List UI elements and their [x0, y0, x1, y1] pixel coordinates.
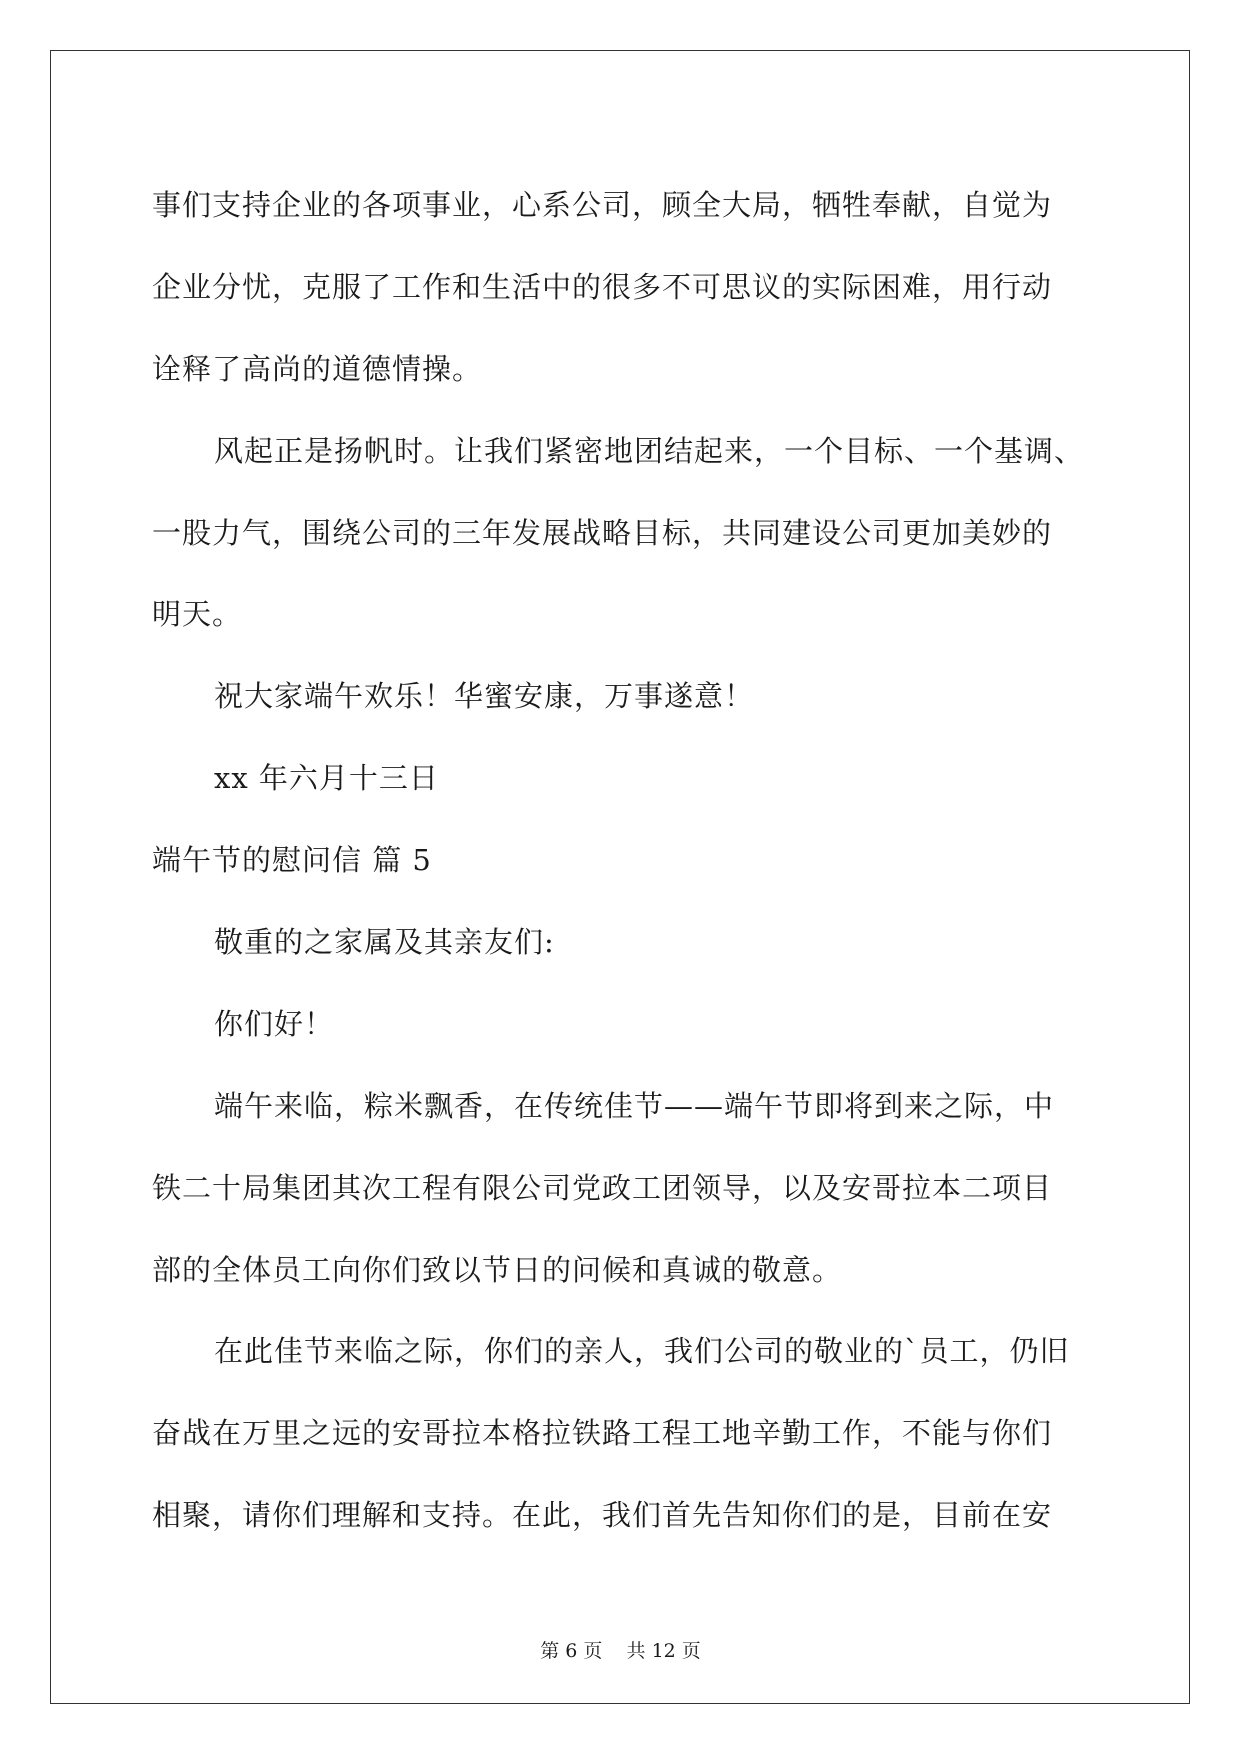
page-number-footer: 第 6 页 共 12 页: [540, 1640, 701, 1662]
text-line: 铁二十局集团其次工程有限公司党政工团领导，以及安哥拉本二项目: [152, 1170, 1053, 1205]
text-line: 风起正是扬帆时。让我们紧密地团结起来，一个目标、一个基调、: [214, 433, 1085, 468]
salutation-line: 敬重的之家属及其亲友们:: [214, 925, 555, 960]
greeting-line: 你们好！: [214, 1006, 335, 1041]
text-line: 事们支持企业的各项事业，心系公司，顾全大局，牺牲奉献，自觉为: [152, 188, 1053, 222]
text-line: 部的全体员工向你们致以节日的问候和真诚的敬意。: [152, 1252, 843, 1287]
text-line: 一股力气，围绕公司的三年发展战略目标，共同建设公司更加美妙的: [152, 515, 1053, 550]
text-line: 端午来临，粽米飘香，在传统佳节——端午节即将到来之际，中: [214, 1088, 1055, 1123]
document-body: [152, 165, 1092, 1557]
date-line: xx 年六月十三日: [214, 761, 439, 796]
text-line: 企业分忧，克服了工作和生活中的很多不可思议的实际困难，用行动: [152, 269, 1053, 304]
text-line: 相聚，请你们理解和支持。在此，我们首先告知你们的是，目前在安: [152, 1498, 1053, 1533]
text-line: 在此佳节来临之际，你们的亲人，我们公司的敬业的`员工，仍旧: [214, 1334, 1070, 1369]
text-line: 奋战在万里之远的安哥拉本格拉铁路工程工地辛勤工作，不能与你们: [152, 1416, 1053, 1451]
text-line: 祝大家端午欢乐！华蜜安康，万事遂意！: [214, 679, 755, 714]
section-heading: 端午节的慰问信 篇 5: [152, 843, 432, 878]
text-line: 明天。: [152, 597, 243, 632]
text-line: 诠释了高尚的道德情操。: [152, 351, 483, 386]
